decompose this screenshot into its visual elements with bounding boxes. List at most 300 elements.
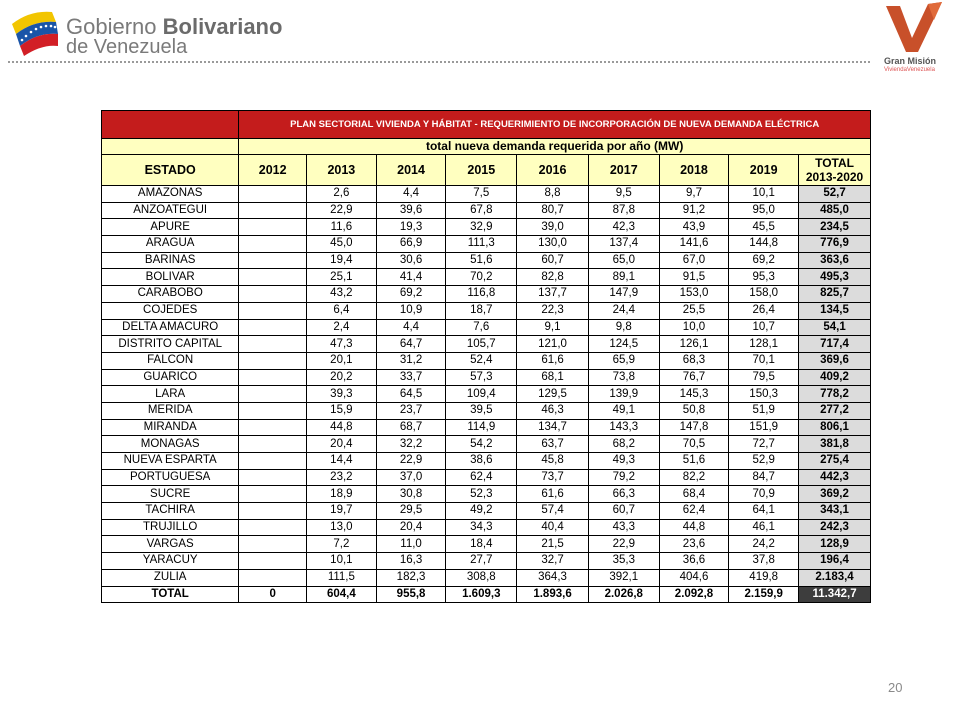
table-cell: 51,9 [729, 402, 799, 419]
row-total-cell: 806,1 [799, 419, 871, 436]
table-cell: 10,0 [659, 319, 729, 336]
table-cell: 22,3 [517, 302, 589, 319]
table-cell: 39,5 [446, 402, 517, 419]
table-cell: 19,3 [376, 219, 446, 236]
col-header-year: 2018 [659, 155, 729, 186]
table-row [102, 186, 871, 203]
table-cell [239, 302, 307, 319]
gran-mision-title: Gran Misión [884, 56, 937, 66]
row-total-cell: 495,3 [799, 269, 871, 286]
table-cell: 49,1 [588, 402, 659, 419]
table-cell: 52,3 [446, 486, 517, 503]
gran-mision-v-icon [884, 2, 944, 54]
table-cell [239, 269, 307, 286]
table-cell: 51,6 [659, 453, 729, 470]
table-cell: 57,4 [517, 503, 589, 520]
table-row [102, 236, 871, 253]
col-header-year: 2015 [446, 155, 517, 186]
table-cell: 51,6 [446, 252, 517, 269]
table-cell: 16,3 [376, 553, 446, 570]
table-cell: 18,4 [446, 536, 517, 553]
table-row [102, 286, 871, 303]
table-cell: 39,6 [376, 202, 446, 219]
table-cell: 137,7 [517, 286, 589, 303]
table-cell: 39,3 [307, 386, 377, 403]
table-cell: 392,1 [588, 569, 659, 586]
state-name-cell: BARINAS [102, 252, 239, 269]
table-cell: 70,9 [729, 486, 799, 503]
table-cell: 42,3 [588, 219, 659, 236]
header-divider [8, 61, 870, 63]
table-cell: 64,5 [376, 386, 446, 403]
table-cell [239, 386, 307, 403]
table-cell: 91,5 [659, 269, 729, 286]
table-cell: 153,0 [659, 286, 729, 303]
table-row [102, 436, 871, 453]
col-header-total [799, 155, 871, 186]
table-cell: 57,3 [446, 369, 517, 386]
row-total-cell: 369,2 [799, 486, 871, 503]
state-name-cell: CARABOBO [102, 286, 239, 303]
table-cell: 9,8 [588, 319, 659, 336]
table-title: PLAN SECTORIAL VIVIENDA Y HÁBITAT - REQUERIMIENTO DE INCORPORACIÓN DE NUEVA DEMANDA ELÉCTRICA [239, 111, 871, 139]
table-cell: 105,7 [446, 336, 517, 353]
table-cell: 70,2 [446, 269, 517, 286]
table-row [102, 302, 871, 319]
row-total-cell: 128,9 [799, 536, 871, 553]
state-name-cell: GUARICO [102, 369, 239, 386]
table-cell: 34,3 [446, 519, 517, 536]
table-cell: 22,9 [376, 453, 446, 470]
table-cell: 37,8 [729, 553, 799, 570]
row-total-cell: 776,9 [799, 236, 871, 253]
row-total-cell: 242,3 [799, 519, 871, 536]
state-name-cell: DISTRITO CAPITAL [102, 336, 239, 353]
table-cell: 82,2 [659, 469, 729, 486]
table-subtitle-row [102, 139, 871, 155]
table-cell: 79,2 [588, 469, 659, 486]
state-name-cell: TRUJILLO [102, 519, 239, 536]
table-row [102, 402, 871, 419]
table-cell: 45,5 [729, 219, 799, 236]
table-cell: 14,4 [307, 453, 377, 470]
col-header-year: 2016 [517, 155, 589, 186]
table-cell: 19,4 [307, 252, 377, 269]
table-cell: 111,3 [446, 236, 517, 253]
total-header-line1: TOTAL [815, 156, 854, 170]
table-cell: 47,3 [307, 336, 377, 353]
total-cell: 604,4 [307, 586, 377, 603]
table-cell: 67,0 [659, 252, 729, 269]
table-cell: 31,2 [376, 352, 446, 369]
table-cell [239, 536, 307, 553]
table-row [102, 569, 871, 586]
table-cell: 40,4 [517, 519, 589, 536]
table-cell: 20,4 [376, 519, 446, 536]
table-cell: 91,2 [659, 202, 729, 219]
table-cell [239, 236, 307, 253]
table-row [102, 469, 871, 486]
table-cell: 32,9 [446, 219, 517, 236]
row-total-cell: 409,2 [799, 369, 871, 386]
table-cell: 32,2 [376, 436, 446, 453]
subtitle-blank-cell [102, 139, 239, 155]
table-cell [239, 286, 307, 303]
row-total-cell: 343,1 [799, 503, 871, 520]
table-cell: 84,7 [729, 469, 799, 486]
table-cell: 145,3 [659, 386, 729, 403]
table-cell: 7,2 [307, 536, 377, 553]
table-cell [239, 219, 307, 236]
demand-table [101, 110, 871, 603]
row-total-cell: 778,2 [799, 386, 871, 403]
table-cell: 68,1 [517, 369, 589, 386]
table-cell: 87,8 [588, 202, 659, 219]
table-cell: 10,7 [729, 319, 799, 336]
gov-name-line2: de Venezuela [66, 36, 188, 58]
table-cell: 2,6 [307, 186, 377, 203]
table-row [102, 503, 871, 520]
col-header-year: 2013 [307, 155, 377, 186]
table-cell: 141,6 [659, 236, 729, 253]
table-cell: 25,1 [307, 269, 377, 286]
table-cell: 54,2 [446, 436, 517, 453]
table-cell: 61,6 [517, 486, 589, 503]
table-cell: 19,7 [307, 503, 377, 520]
row-total-cell: 275,4 [799, 453, 871, 470]
table-cell: 109,4 [446, 386, 517, 403]
table-cell: 126,1 [659, 336, 729, 353]
table-cell: 46,3 [517, 402, 589, 419]
row-total-cell: 381,8 [799, 436, 871, 453]
table-cell: 139,9 [588, 386, 659, 403]
table-cell: 130,0 [517, 236, 589, 253]
total-cell: 0 [239, 586, 307, 603]
table-row [102, 519, 871, 536]
table-cell [239, 186, 307, 203]
state-name-cell: AMAZONAS [102, 186, 239, 203]
table-cell [239, 503, 307, 520]
table-cell: 20,2 [307, 369, 377, 386]
table-cell: 95,3 [729, 269, 799, 286]
row-total-cell: 2.183,4 [799, 569, 871, 586]
table-row [102, 202, 871, 219]
table-cell: 23,7 [376, 402, 446, 419]
table-cell [239, 453, 307, 470]
table-cell: 10,9 [376, 302, 446, 319]
table-cell: 11,6 [307, 219, 377, 236]
table-cell: 72,7 [729, 436, 799, 453]
col-header-year: 2014 [376, 155, 446, 186]
table-cell: 143,3 [588, 419, 659, 436]
table-cell: 49,3 [588, 453, 659, 470]
table-cell: 114,9 [446, 419, 517, 436]
venezuela-flag-icon [8, 6, 64, 58]
table-cell: 60,7 [517, 252, 589, 269]
table-cell: 147,9 [588, 286, 659, 303]
table-cell: 38,6 [446, 453, 517, 470]
table-cell [239, 569, 307, 586]
table-cell: 70,5 [659, 436, 729, 453]
row-total-cell: 369,6 [799, 352, 871, 369]
total-cell: 1.609,3 [446, 586, 517, 603]
total-cell: 1.893,6 [517, 586, 589, 603]
row-total-cell: 717,4 [799, 336, 871, 353]
row-total-cell: 442,3 [799, 469, 871, 486]
table-row [102, 486, 871, 503]
state-name-cell: COJEDES [102, 302, 239, 319]
table-cell: 21,5 [517, 536, 589, 553]
table-cell: 62,4 [446, 469, 517, 486]
table-cell: 7,5 [446, 186, 517, 203]
table-cell: 41,4 [376, 269, 446, 286]
table-cell: 121,0 [517, 336, 589, 353]
state-name-cell: YARACUY [102, 553, 239, 570]
col-header-year: 2012 [239, 155, 307, 186]
table-cell: 68,3 [659, 352, 729, 369]
state-name-cell: TACHIRA [102, 503, 239, 520]
table-cell: 63,7 [517, 436, 589, 453]
table-cell: 50,8 [659, 402, 729, 419]
table-cell: 64,1 [729, 503, 799, 520]
state-name-cell: ANZOATEGUI [102, 202, 239, 219]
state-name-cell: MIRANDA [102, 419, 239, 436]
table-cell: 134,7 [517, 419, 589, 436]
table-cell: 66,9 [376, 236, 446, 253]
col-header-year: 2017 [588, 155, 659, 186]
table-row [102, 352, 871, 369]
table-cell [239, 369, 307, 386]
gov-name-line1: Gobierno Bolivariano [66, 14, 283, 39]
table-cell: 80,7 [517, 202, 589, 219]
table-cell: 158,0 [729, 286, 799, 303]
row-total-cell: 52,7 [799, 186, 871, 203]
state-name-cell: SUCRE [102, 486, 239, 503]
total-header-line2: 2013-2020 [805, 170, 864, 184]
table-cell: 95,0 [729, 202, 799, 219]
title-blank-cell [102, 111, 239, 139]
table-cell: 68,4 [659, 486, 729, 503]
row-total-cell: 196,4 [799, 553, 871, 570]
table-cell: 76,7 [659, 369, 729, 386]
table-cell: 23,2 [307, 469, 377, 486]
table-row [102, 269, 871, 286]
gran-mision-subtitle: ViviendaVenezuela [884, 67, 935, 73]
table-row [102, 386, 871, 403]
table-cell [239, 252, 307, 269]
state-name-cell: LARA [102, 386, 239, 403]
row-total-cell: 825,7 [799, 286, 871, 303]
state-name-cell: MERIDA [102, 402, 239, 419]
total-cell: 955,8 [376, 586, 446, 603]
table-cell [239, 486, 307, 503]
table-cell: 73,7 [517, 469, 589, 486]
table-cell: 25,5 [659, 302, 729, 319]
table-cell: 4,4 [376, 186, 446, 203]
table-cell: 32,7 [517, 553, 589, 570]
table-cell: 129,5 [517, 386, 589, 403]
gov-name-bold: Bolivariano [162, 14, 283, 39]
table-cell: 27,7 [446, 553, 517, 570]
table-cell: 7,6 [446, 319, 517, 336]
table-cell [239, 469, 307, 486]
table-cell: 404,6 [659, 569, 729, 586]
table-row [102, 319, 871, 336]
table-cell [239, 519, 307, 536]
grand-total-cell: 11.342,7 [799, 586, 871, 603]
table-cell: 64,7 [376, 336, 446, 353]
table-cell: 151,9 [729, 419, 799, 436]
table-cell: 33,7 [376, 369, 446, 386]
table-cell: 62,4 [659, 503, 729, 520]
table-row [102, 536, 871, 553]
table-cell: 20,1 [307, 352, 377, 369]
table-cell: 44,8 [307, 419, 377, 436]
total-cell: 2.026,8 [588, 586, 659, 603]
table-cell: 52,9 [729, 453, 799, 470]
table-cell: 26,4 [729, 302, 799, 319]
row-total-cell: 485,0 [799, 202, 871, 219]
table-cell: 10,1 [307, 553, 377, 570]
state-name-cell: MONAGAS [102, 436, 239, 453]
state-name-cell: FALCON [102, 352, 239, 369]
table-cell: 137,4 [588, 236, 659, 253]
row-total-cell: 363,6 [799, 252, 871, 269]
table-cell: 15,9 [307, 402, 377, 419]
table-cell: 35,3 [588, 553, 659, 570]
table-row [102, 336, 871, 353]
table-row [102, 369, 871, 386]
table-cell: 52,4 [446, 352, 517, 369]
row-total-cell: 134,5 [799, 302, 871, 319]
state-name-cell: VARGAS [102, 536, 239, 553]
table-cell [239, 352, 307, 369]
table-cell [239, 419, 307, 436]
row-total-cell: 234,5 [799, 219, 871, 236]
state-name-cell: APURE [102, 219, 239, 236]
table-cell: 11,0 [376, 536, 446, 553]
table-cell: 43,9 [659, 219, 729, 236]
row-total-cell: 277,2 [799, 402, 871, 419]
table-cell: 43,2 [307, 286, 377, 303]
state-name-cell: PORTUGUESA [102, 469, 239, 486]
table-cell: 82,8 [517, 269, 589, 286]
table-cell: 4,4 [376, 319, 446, 336]
table-cell: 147,8 [659, 419, 729, 436]
table-cell [239, 319, 307, 336]
gobierno-bolivariano-logo [8, 6, 283, 58]
table-cell: 30,8 [376, 486, 446, 503]
table-cell: 116,8 [446, 286, 517, 303]
table-cell [239, 402, 307, 419]
table-cell: 364,3 [517, 569, 589, 586]
table-cell: 45,8 [517, 453, 589, 470]
table-cell: 69,2 [376, 286, 446, 303]
table-total-row [102, 586, 871, 603]
table-cell: 24,4 [588, 302, 659, 319]
table-cell: 2,4 [307, 319, 377, 336]
state-name-cell: DELTA AMACURO [102, 319, 239, 336]
table-row [102, 453, 871, 470]
table-cell: 20,4 [307, 436, 377, 453]
table-cell [239, 202, 307, 219]
table-row [102, 553, 871, 570]
table-cell: 128,1 [729, 336, 799, 353]
table-cell: 69,2 [729, 252, 799, 269]
table-cell: 44,8 [659, 519, 729, 536]
table-cell: 49,2 [446, 503, 517, 520]
col-header-year: 2019 [729, 155, 799, 186]
table-cell: 65,0 [588, 252, 659, 269]
table-cell: 22,9 [307, 202, 377, 219]
slide-header [0, 0, 960, 90]
table-cell: 29,5 [376, 503, 446, 520]
table-cell: 182,3 [376, 569, 446, 586]
table-header-row [102, 155, 871, 186]
table-cell: 66,3 [588, 486, 659, 503]
table-subtitle: total nueva demanda requerida por año (MW) [239, 139, 871, 155]
table-cell: 67,8 [446, 202, 517, 219]
table-cell: 18,7 [446, 302, 517, 319]
table-cell [239, 553, 307, 570]
table-cell: 65,9 [588, 352, 659, 369]
table-cell: 9,7 [659, 186, 729, 203]
table-cell: 150,3 [729, 386, 799, 403]
table-cell: 37,0 [376, 469, 446, 486]
table-row [102, 419, 871, 436]
table-cell: 23,6 [659, 536, 729, 553]
table-cell: 70,1 [729, 352, 799, 369]
table-cell: 24,2 [729, 536, 799, 553]
table-cell: 6,4 [307, 302, 377, 319]
table-cell: 60,7 [588, 503, 659, 520]
table-cell: 68,7 [376, 419, 446, 436]
table-cell [239, 436, 307, 453]
table-cell: 45,0 [307, 236, 377, 253]
table-cell: 419,8 [729, 569, 799, 586]
table-cell: 18,9 [307, 486, 377, 503]
state-name-cell: BOLIVAR [102, 269, 239, 286]
table-cell: 124,5 [588, 336, 659, 353]
table-row [102, 219, 871, 236]
table-cell: 22,9 [588, 536, 659, 553]
table-cell: 36,6 [659, 553, 729, 570]
state-name-cell: ZULIA [102, 569, 239, 586]
table-cell: 73,8 [588, 369, 659, 386]
state-name-cell: ARAGUA [102, 236, 239, 253]
row-total-cell: 54,1 [799, 319, 871, 336]
table-row [102, 252, 871, 269]
table-cell: 30,6 [376, 252, 446, 269]
total-cell: 2.092,8 [659, 586, 729, 603]
table-cell: 68,2 [588, 436, 659, 453]
table-cell: 8,8 [517, 186, 589, 203]
table-cell: 46,1 [729, 519, 799, 536]
col-header-estado: ESTADO [102, 155, 239, 186]
table-cell: 144,8 [729, 236, 799, 253]
table-cell: 79,5 [729, 369, 799, 386]
table-cell: 10,1 [729, 186, 799, 203]
table-cell: 308,8 [446, 569, 517, 586]
table-cell: 43,3 [588, 519, 659, 536]
table-cell: 61,6 [517, 352, 589, 369]
table-cell: 111,5 [307, 569, 377, 586]
table-cell: 13,0 [307, 519, 377, 536]
total-label-cell: TOTAL [102, 586, 239, 603]
state-name-cell: NUEVA ESPARTA [102, 453, 239, 470]
table-cell: 9,5 [588, 186, 659, 203]
table-title-row [102, 111, 871, 139]
